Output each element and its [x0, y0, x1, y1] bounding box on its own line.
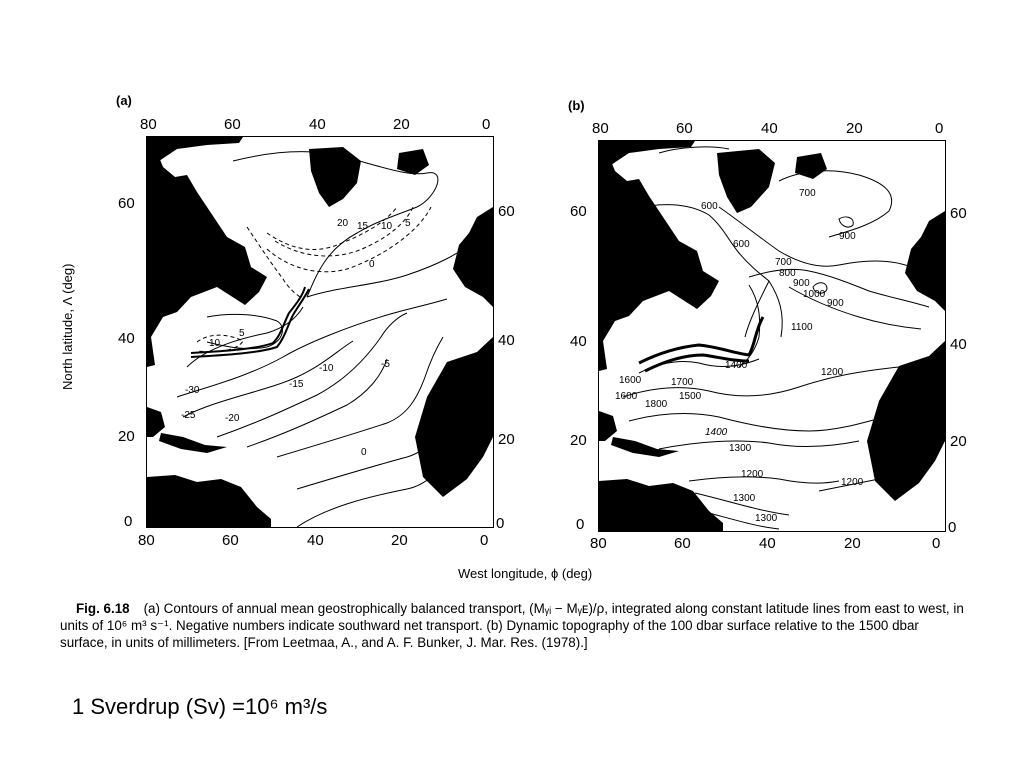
tick: 0: [935, 120, 944, 137]
contour-label: 1200: [821, 367, 844, 378]
tick: 20: [844, 535, 861, 552]
contour-label: 1100: [791, 322, 813, 333]
tick: 40: [950, 336, 967, 353]
tick: 20: [846, 120, 863, 137]
tick: 60: [570, 203, 587, 220]
contour-label: 1400: [705, 427, 728, 438]
panel-a-map: [146, 136, 494, 528]
contour-label: -25: [181, 410, 196, 421]
contour-label: 1600: [615, 391, 638, 402]
tick: 60: [498, 203, 515, 220]
panel-a-label: (a): [116, 93, 132, 108]
tick: 20: [950, 433, 967, 450]
contour-label: 0: [361, 447, 367, 458]
contour-label: 5: [239, 328, 245, 339]
contour-label: 1300: [755, 513, 778, 524]
contour-label: 15: [357, 221, 369, 232]
contour-label: 600: [733, 239, 750, 250]
tick: 40: [570, 333, 587, 350]
tick: 0: [948, 519, 957, 536]
tick: 20: [393, 116, 410, 133]
contour-label: -5: [381, 359, 390, 370]
tick: 0: [496, 515, 505, 532]
contour-label: 1700: [671, 377, 694, 388]
tick: 0: [932, 535, 941, 552]
figure-number: Fig. 6.18: [76, 601, 130, 616]
y-axis-label: North latitude, Λ (deg): [60, 263, 75, 390]
tick: 40: [118, 330, 135, 347]
tick: 40: [307, 532, 324, 549]
contour-label: 1200: [741, 469, 764, 480]
sverdrup-definition: 1 Sverdrup (Sv) =10⁶ m³/s: [72, 694, 328, 719]
panel-b-label: (b): [568, 98, 585, 113]
contour-label: 1300: [729, 443, 752, 454]
tick: 40: [498, 332, 515, 349]
contour-label: 900: [793, 278, 810, 289]
contour-label: 600: [701, 201, 718, 212]
tick: 40: [309, 116, 326, 133]
tick: 20: [570, 432, 587, 449]
land-masses: [147, 137, 493, 527]
figure-caption: [60, 600, 965, 651]
contour-label: 0: [369, 259, 375, 270]
contour-label: 1000: [803, 289, 826, 300]
tick: 60: [118, 195, 135, 212]
contour-label: -10: [319, 363, 334, 374]
tick: 20: [391, 532, 408, 549]
contour-label: -20: [225, 413, 240, 424]
tick: 60: [676, 120, 693, 137]
tick: 80: [590, 535, 607, 552]
contour-label: 900: [839, 231, 856, 242]
contour-label: 700: [775, 257, 792, 268]
land-masses: [599, 141, 945, 531]
tick: 0: [482, 116, 491, 133]
tick: 80: [592, 120, 609, 137]
contour-label: 20: [337, 218, 349, 229]
tick: 0: [576, 516, 585, 533]
contour-label: 5: [405, 218, 411, 229]
caption-text: (a) Contours of annual mean geostrophically balanced transport, (Mᵧᵢ − Mᵧᴇ)/ρ, integrated along constant latitude lines from east to west, in units of 10⁶ m³ s⁻¹. Negative numbers indicate southward net transport. (b) Dynamic topography of the 100 dbar surface relative to the 1500 dbar surface, in units of millimeters. [From Leetmaa, A., and A. F. Bunker, J. Mar. Res. (1978).]: [60, 601, 964, 650]
contour-label: 1600: [619, 375, 642, 386]
tick: 80: [138, 532, 155, 549]
tick: 60: [222, 532, 239, 549]
contour-label: 900: [827, 298, 844, 309]
contour-label: 10: [381, 221, 393, 232]
tick: 0: [124, 513, 133, 530]
tick: 20: [498, 431, 515, 448]
tick: 40: [759, 535, 776, 552]
contour-label: -30: [185, 385, 200, 396]
tick: 40: [761, 120, 778, 137]
tick: 60: [674, 535, 691, 552]
tick: 60: [950, 205, 967, 222]
contour-label: 800: [779, 268, 796, 279]
x-axis-label: West longitude, ϕ (deg): [458, 566, 593, 581]
contour-label: 1800: [645, 399, 668, 410]
contour-label: -15: [289, 379, 304, 390]
contour-label: 1400: [725, 360, 748, 371]
contour-label: 1200: [841, 477, 864, 488]
contour-label: 10: [209, 338, 221, 349]
panel-b-map: [598, 140, 946, 532]
tick: 0: [480, 532, 489, 549]
contour-label: 1300: [733, 493, 756, 504]
tick: 20: [118, 428, 135, 445]
tick: 80: [140, 116, 157, 133]
contour-label: 700: [799, 188, 816, 199]
tick: 60: [224, 116, 241, 133]
contour-label: 1500: [679, 391, 702, 402]
